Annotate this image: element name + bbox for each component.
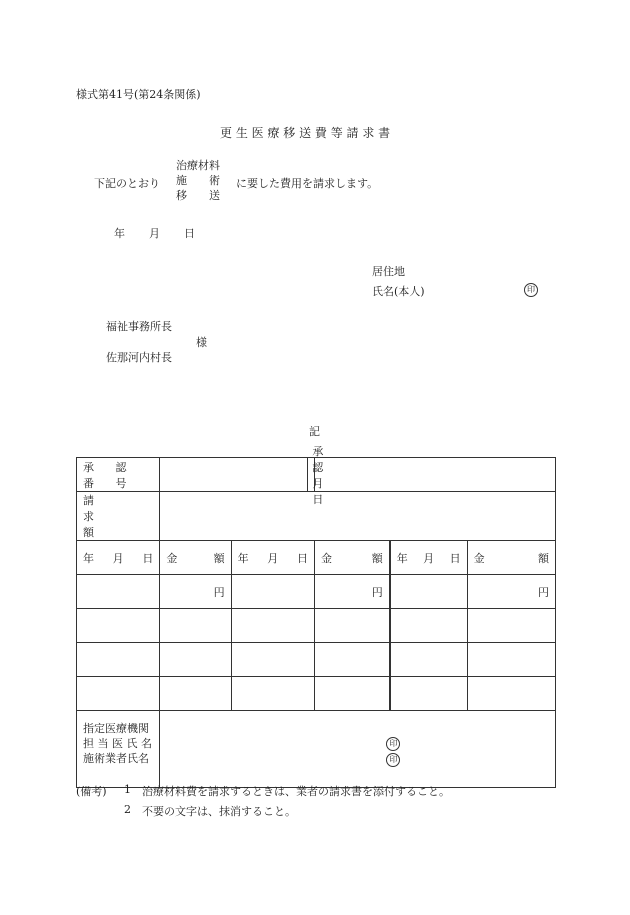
note-2-text: 不要の文字は、抹消すること。 (142, 805, 296, 818)
approval-row (77, 458, 556, 492)
claim-table (76, 444, 556, 788)
header-date-2: 年 月 日 (231, 541, 314, 575)
table-row (77, 643, 556, 677)
header-amount-3: 金 額 (467, 541, 555, 575)
addressee-welfare-office: 福祉事務所長 (106, 320, 172, 333)
option-procedure: 施 術 (176, 174, 220, 187)
applicant-seal-icon: 印 (524, 283, 538, 297)
form-number: 様式第41号(第24条関係) (76, 88, 201, 101)
note-2-number: 2 (124, 803, 131, 816)
request-suffix: に要した費用を請求します。 (236, 177, 379, 190)
date-month: 月 (149, 227, 160, 240)
ki-heading: 記 (309, 425, 320, 438)
option-transport: 移 送 (176, 189, 220, 202)
header-amount-1: 金 額 (160, 541, 231, 575)
institution-cell (160, 711, 556, 788)
option-treatment-material: 治療材料 (176, 159, 220, 172)
request-prefix: 下記のとおり (94, 177, 160, 190)
header-date-1: 年 月 日 (77, 541, 160, 575)
yen-unit: 円 (467, 575, 555, 609)
addressee-honorific: 様 (196, 336, 207, 349)
claim-amount-cell (160, 492, 556, 541)
yen-unit: 円 (314, 575, 389, 609)
note-1-number: 1 (124, 783, 131, 796)
yen-unit: 円 (160, 575, 231, 609)
approval-number-cell (160, 444, 324, 506)
header-amount-2: 金 額 (314, 541, 389, 575)
document-title: 更 生 医 療 移 送 費 等 請 求 書 (220, 126, 391, 140)
addressee-village-head: 佐那河内村長 (106, 351, 172, 364)
name-label: 氏名(本人) (372, 285, 425, 298)
practitioner-seal-icon: 印 (386, 753, 400, 767)
date-year: 年 (114, 227, 125, 240)
request-options (176, 158, 220, 203)
approval-date-label: 承認月日 (307, 458, 316, 491)
approval-date-cell (314, 458, 555, 492)
table-row (77, 609, 556, 643)
date-day: 日 (184, 227, 195, 240)
table-row (77, 677, 556, 711)
column-header-row (77, 541, 556, 575)
institution-label: 指定医療機関 担 当 医 氏 名 施術業者氏名 (77, 711, 160, 788)
doctor-seal-icon: 印 (386, 737, 400, 751)
address-label: 居住地 (372, 265, 405, 278)
claim-amount-label: 請 求 額 (77, 492, 160, 541)
header-date-3: 年 月 日 (390, 541, 467, 575)
notes-label: (備考) (76, 785, 107, 798)
institution-row (77, 711, 556, 788)
table-row (77, 575, 556, 609)
note-1-text: 治療材料費を請求するときは、業者の請求書を添付すること。 (142, 785, 450, 798)
approval-number-label: 承 認 番 号 (77, 458, 160, 492)
